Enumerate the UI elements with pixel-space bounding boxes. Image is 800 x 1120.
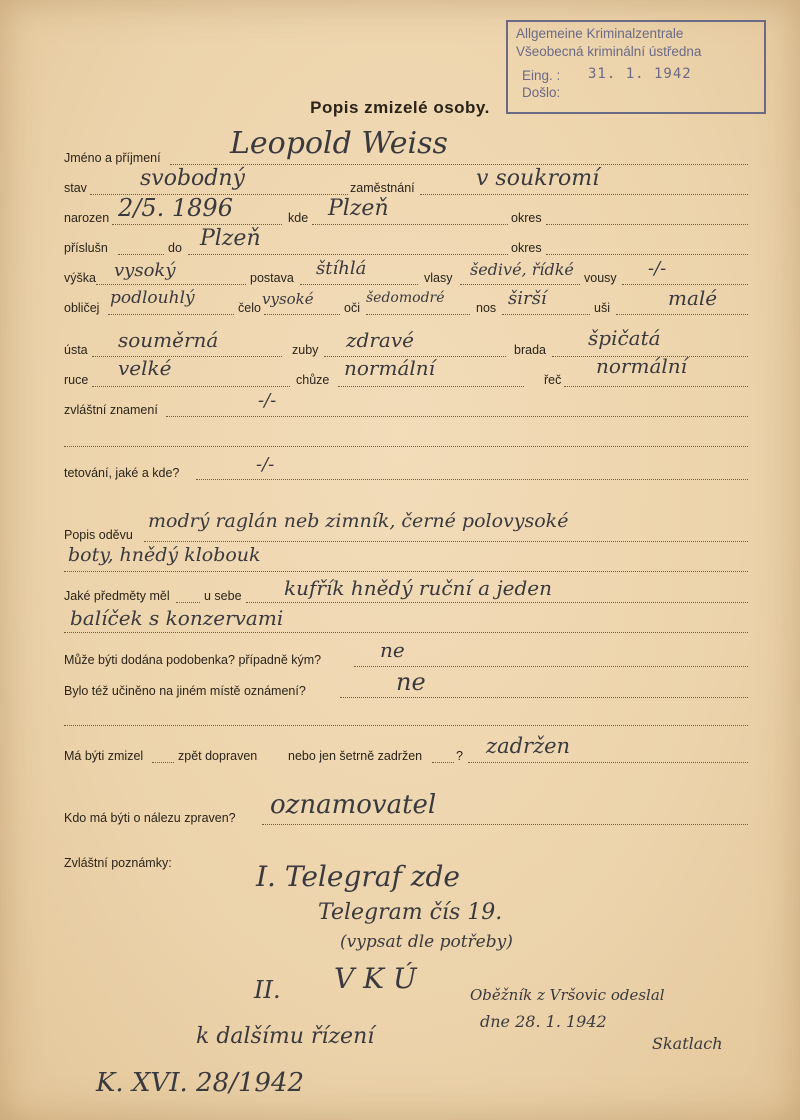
dotted-line	[64, 446, 748, 447]
hw-do: Plzeň	[200, 226, 261, 251]
hw-poznamky-5: k dalšímu řízení	[196, 1024, 375, 1049]
dotted-line	[432, 762, 454, 763]
dotted-line	[420, 194, 748, 195]
hw-usta: souměrná	[118, 328, 219, 352]
dotted-line	[246, 602, 748, 603]
hw-jmeno: Leopold Weiss	[230, 126, 448, 161]
label-celo: čelo	[238, 301, 261, 315]
hw-poznamky-1: I. Telegraf zde	[256, 860, 460, 893]
hw-zvlastni-znameni: -/-	[258, 390, 277, 411]
stamp-line-1: Allgemeine Kriminalzentrale	[516, 26, 684, 41]
label-popis-odevu: Popis oděvu	[64, 528, 133, 542]
label-brada: brada	[514, 343, 546, 357]
dotted-line	[340, 697, 748, 698]
hw-kde: Plzeň	[328, 196, 389, 221]
dotted-line	[96, 284, 246, 285]
label-nos: nos	[476, 301, 497, 315]
hw-zadrzen: zadržen	[486, 734, 571, 758]
label-vousy: vousy	[584, 271, 617, 285]
hw-chuze: normální	[344, 356, 436, 380]
dotted-line	[546, 254, 748, 255]
dotted-line	[64, 571, 748, 572]
hw-tetovani: -/-	[256, 454, 275, 475]
dotted-line	[616, 314, 748, 315]
hw-vlasy: šedivé, řídké	[470, 260, 574, 279]
dotted-line	[366, 314, 470, 315]
hw-vousy: -/-	[648, 258, 667, 279]
label-narozen: narozen	[64, 211, 110, 225]
label-dopraven-d: ?	[456, 749, 463, 763]
dotted-line	[300, 284, 418, 285]
hw-brada: špičatá	[588, 326, 661, 350]
label-tetovani: tetování, jaké a kde?	[64, 466, 180, 480]
label-prislusn: příslušn	[64, 241, 108, 255]
label-zpraven: Kdo má býti o nálezu zpraven?	[64, 811, 236, 825]
label-vlasy: vlasy	[424, 271, 453, 285]
label-zamestnani: zaměstnání	[350, 181, 415, 195]
hw-oblicej: podlouhlý	[110, 288, 195, 308]
dotted-line	[312, 224, 508, 225]
dotted-line	[64, 632, 748, 633]
dotted-line	[546, 224, 748, 225]
label-jmeno: Jméno a příjmení	[64, 151, 161, 165]
hw-nos: širší	[508, 288, 547, 309]
hw-postava: štíhlá	[316, 258, 367, 279]
stamp-line-4: Došlo:	[522, 85, 561, 100]
hw-odev-1: modrý raglán neb zimník, černé polovysoké	[148, 510, 569, 532]
dotted-line	[176, 602, 200, 603]
label-dopraven-b: zpět dopraven	[178, 749, 258, 763]
dotted-line	[196, 479, 748, 480]
label-kde: kde	[288, 211, 309, 225]
hw-zuby: zdravé	[346, 328, 414, 352]
label-zvlastni-znameni: zvláštní znamení	[64, 403, 158, 417]
hw-poznamky-3: (vypsat dle potřeby)	[340, 932, 513, 952]
label-stav: stav	[64, 181, 87, 195]
hw-usi: malé	[668, 286, 718, 310]
hw-vyska: vysoký	[114, 260, 176, 281]
label-predmety: Jaké předměty měl	[64, 589, 170, 603]
hw-poznamky-4a: II.	[254, 976, 281, 1004]
label-u-sebe: u sebe	[204, 589, 242, 603]
dotted-line	[152, 762, 174, 763]
hw-narozen: 2/5. 1896	[118, 194, 233, 222]
dotted-line	[166, 416, 748, 417]
dotted-line	[188, 254, 508, 255]
dotted-line	[112, 224, 282, 225]
dotted-line	[502, 314, 590, 315]
hw-predmety-1: kufřík hnědý ruční a jeden	[284, 576, 553, 600]
hw-obeznik-2: dne 28. 1. 1942	[480, 1012, 607, 1031]
hw-odev-2: boty, hnědý klobouk	[68, 544, 261, 566]
hw-celo: vysoké	[262, 290, 314, 308]
label-chuze: chůze	[296, 373, 330, 387]
hw-poznamky-2: Telegram čís 19.	[318, 900, 503, 925]
label-do: do	[168, 241, 182, 255]
hw-oznameni: ne	[396, 668, 426, 696]
hw-ruce: velké	[118, 356, 172, 380]
hw-obeznik-1: Oběžník z Vršovic odeslal	[470, 986, 665, 1004]
label-oznameni: Bylo též učiněno na jiném místě oznámení?	[64, 684, 306, 698]
dotted-line	[460, 284, 580, 285]
dotted-line	[338, 386, 524, 387]
stamp-line-3: Eing. :	[522, 68, 561, 83]
hw-podpis: Skatlach	[652, 1034, 723, 1053]
label-oci: oči	[344, 301, 360, 315]
hw-rec: normální	[596, 354, 688, 378]
hw-poznamky-4b: V K Ú	[334, 962, 417, 995]
hw-podobenka: ne	[380, 638, 405, 662]
label-dopraven-c: nebo jen šetrně zadržen	[288, 749, 423, 763]
stamp-line-2: Všeobecná kriminální ústředna	[516, 44, 702, 59]
label-poznamky: Zvláštní poznámky:	[64, 856, 172, 870]
dotted-line	[64, 725, 748, 726]
dotted-line	[108, 314, 234, 315]
dotted-line	[144, 541, 748, 542]
dotted-line	[468, 762, 748, 763]
hw-spisova-znacka: K. XVI. 28/1942	[96, 1068, 305, 1098]
dotted-line	[262, 824, 748, 825]
stamp-date: 31. 1. 1942	[588, 66, 692, 82]
label-ruce: ruce	[64, 373, 89, 387]
label-podobenka: Může býti dodána podobenka? případně kým?	[64, 653, 322, 667]
dotted-line	[118, 254, 164, 255]
label-vyska: výška	[64, 271, 96, 285]
hw-zpraven: oznamovatel	[270, 790, 437, 820]
label-postava: postava	[250, 271, 294, 285]
dotted-line	[264, 314, 340, 315]
dotted-line	[354, 666, 748, 667]
dotted-line	[92, 386, 290, 387]
label-usi: uši	[594, 301, 610, 315]
dotted-line	[622, 284, 748, 285]
hw-oci: šedomodré	[366, 290, 445, 306]
hw-zamestnani: v soukromí	[476, 166, 600, 191]
label-dopraven-a: Má býti zmizel	[64, 749, 144, 763]
label-zuby: zuby	[292, 343, 319, 357]
label-okres-2: okres	[511, 241, 542, 255]
hw-stav: svobodný	[140, 166, 245, 191]
dotted-line	[564, 386, 748, 387]
label-rec: řeč	[544, 373, 562, 387]
label-okres-1: okres	[511, 211, 542, 225]
label-oblicej: obličej	[64, 301, 100, 315]
label-usta: ústa	[64, 343, 88, 357]
hw-predmety-2: balíček s konzervami	[70, 606, 284, 630]
form-title: Popis zmizelé osoby.	[310, 98, 490, 117]
dotted-line	[170, 164, 748, 165]
